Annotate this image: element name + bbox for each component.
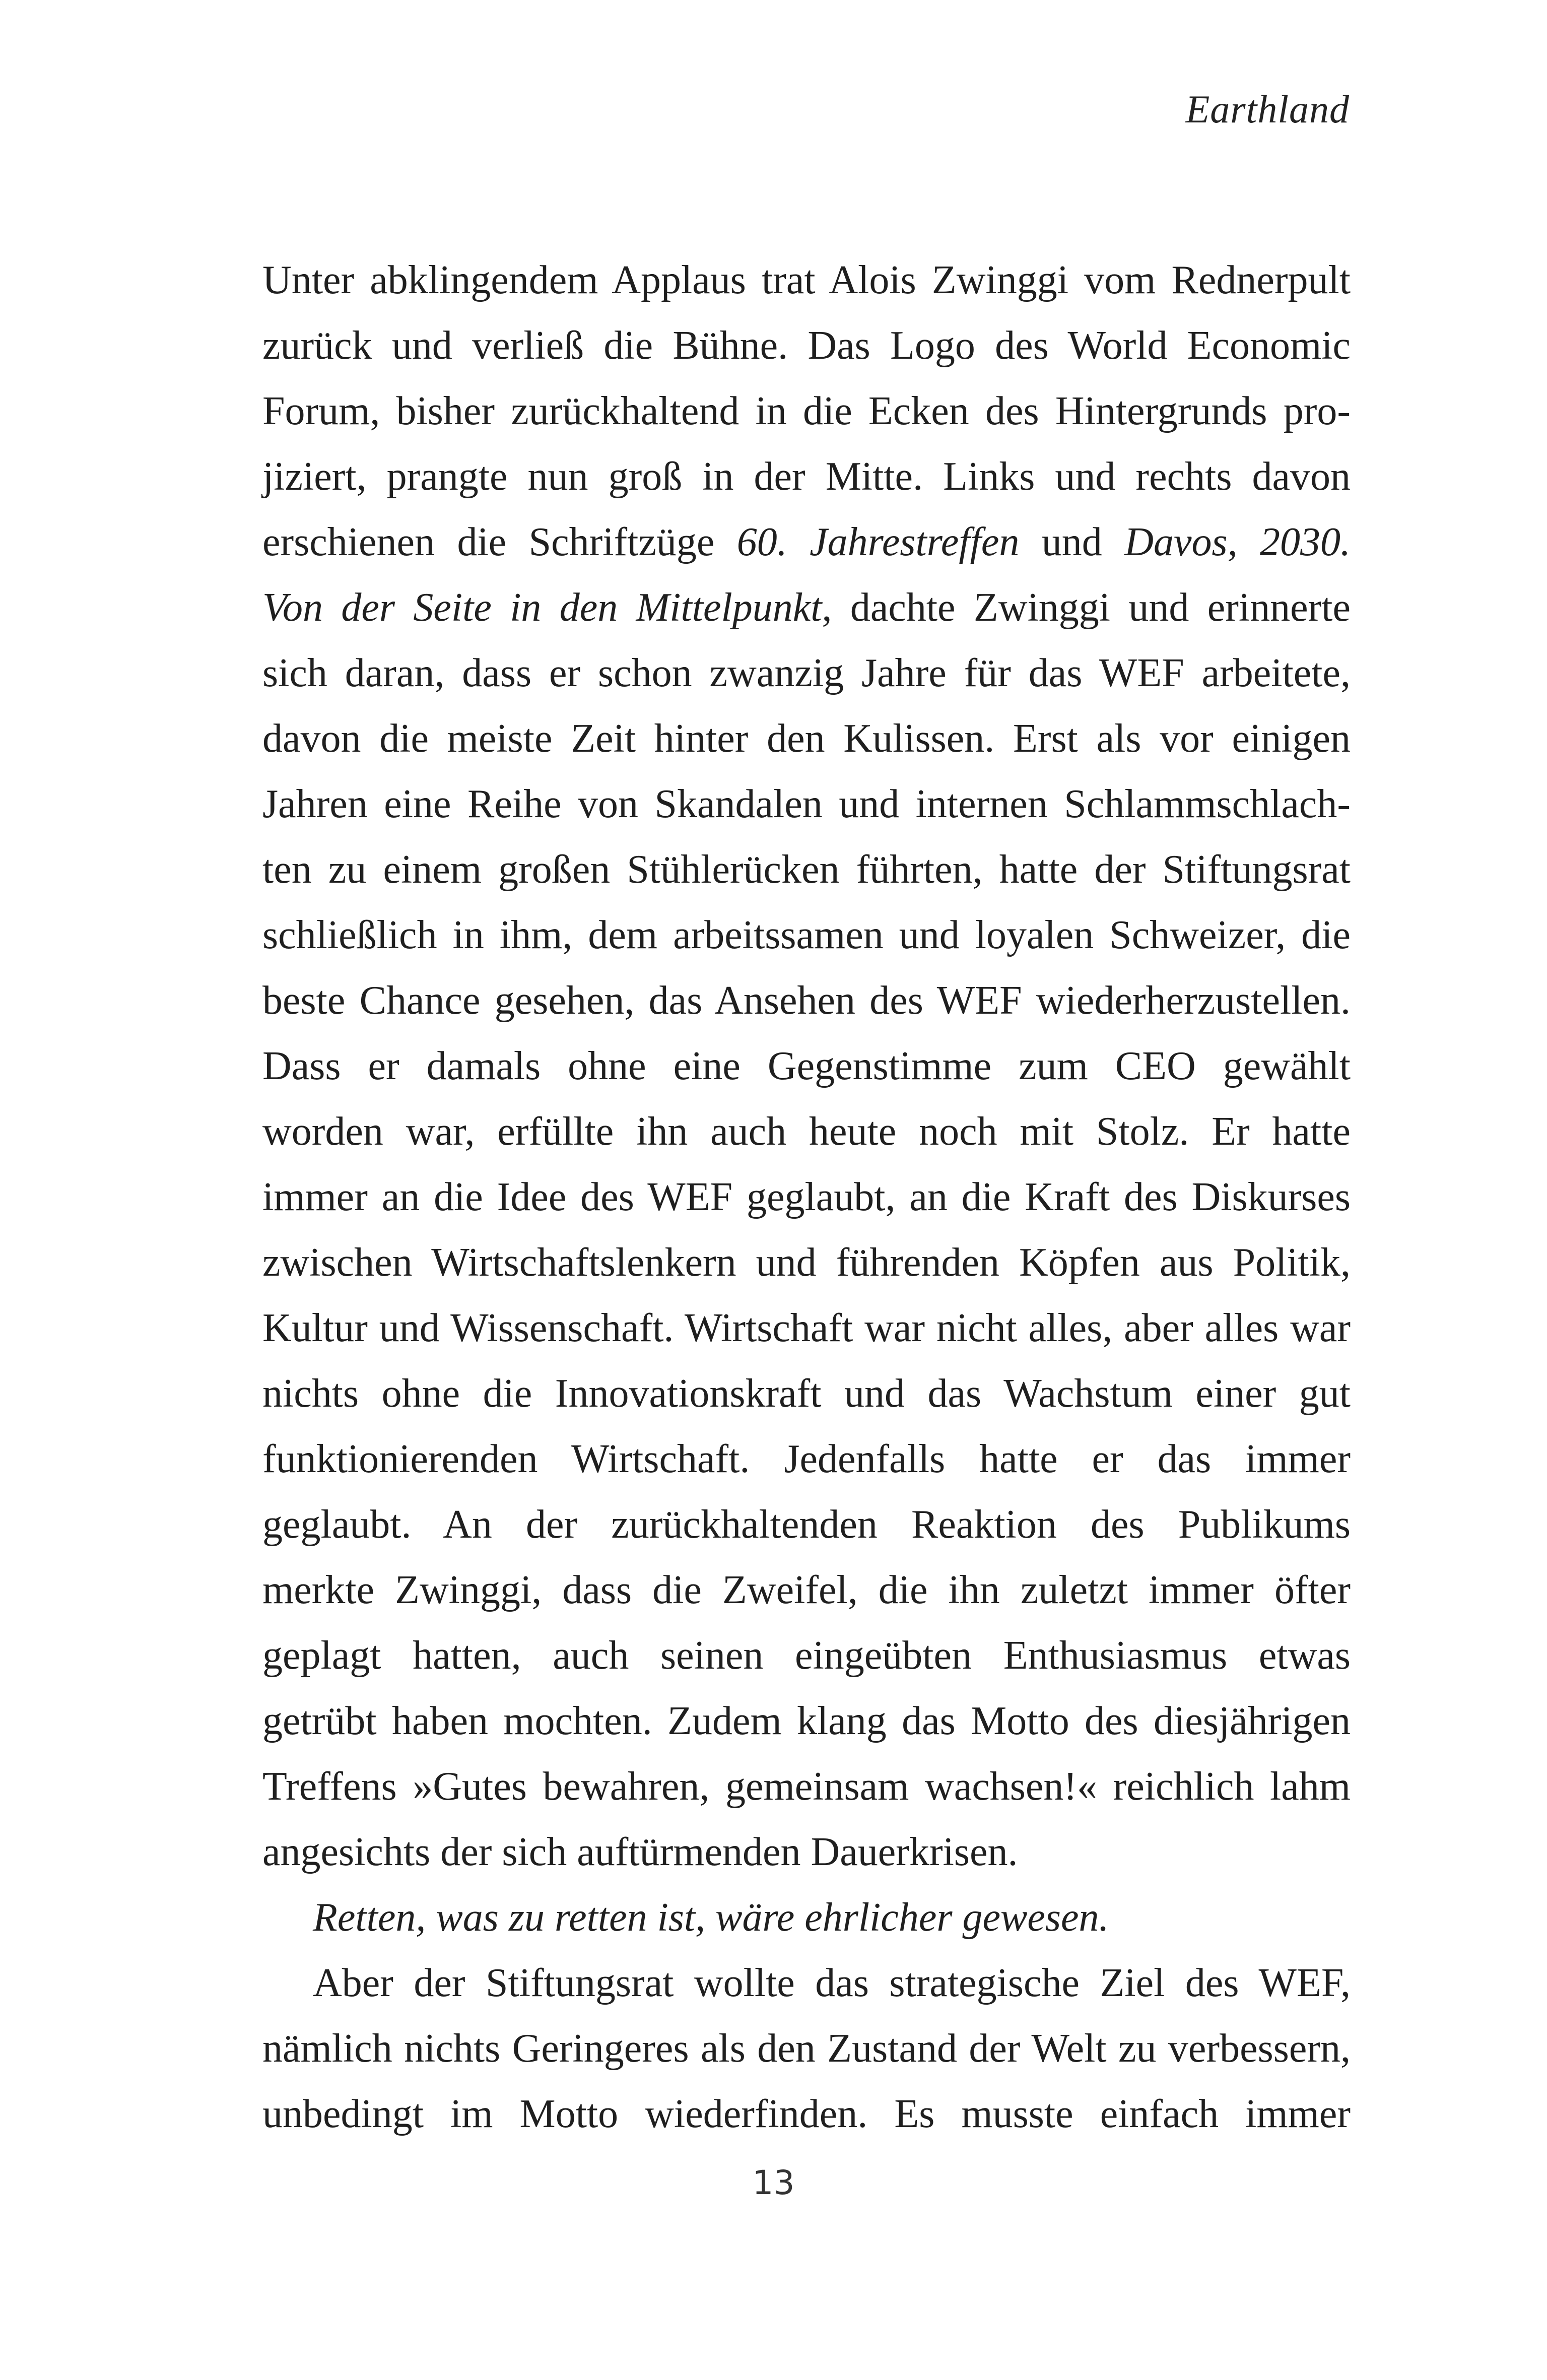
text-segment: , dachte Zwinggi und erinnerte <box>822 585 1351 630</box>
text-line <box>262 1557 1351 1623</box>
text-line <box>262 247 1351 313</box>
text-line <box>262 575 1351 640</box>
text-line <box>262 378 1351 444</box>
text-segment: davon die meiste Zeit hinter den Kulissen. Erst als vor einigen <box>262 716 1351 761</box>
text-segment: Treffens »Gutes bewahren, gemeinsam wachsen!« reichlich lahm <box>262 1764 1351 1809</box>
text-line <box>262 1295 1351 1361</box>
page-number: 13 <box>752 2163 795 2202</box>
text-segment: erschienen die Schriftzüge <box>262 520 737 564</box>
text-segment: geplagt hatten, auch seinen eingeübten Enthusiasmus etwas <box>262 1633 1351 1678</box>
text-line <box>262 968 1351 1033</box>
text-line <box>262 902 1351 968</box>
text-segment: beste Chance gesehen, das Ansehen des WEF wiederherzustellen. <box>262 978 1351 1023</box>
text-line <box>262 1885 1351 1950</box>
text-segment: immer an die Idee des WEF geglaubt, an die Kraft des Diskurses <box>262 1175 1351 1219</box>
text-line <box>262 1754 1351 1819</box>
text-segment: ten zu einem großen Stühlerücken führten, hatte der Stiftungsrat <box>262 847 1351 892</box>
text-line <box>262 640 1351 706</box>
text-segment: geglaubt. An der zurückhaltenden Reaktion des Publikums <box>262 1502 1351 1547</box>
text-segment: schließlich in ihm, dem arbeitssamen und loyalen Schweizer, die <box>262 913 1351 957</box>
text-line <box>262 706 1351 771</box>
text-segment: jiziert, prangte nun groß in der Mitte. Links und rechts davon <box>262 454 1351 499</box>
text-line <box>262 1950 1351 2016</box>
text-segment: nämlich nichts Geringeres als den Zustand der Welt zu verbessern, <box>262 2026 1351 2071</box>
text-segment: zurück und verließ die Bühne. Das Logo des World Economic <box>262 323 1351 368</box>
text-line <box>262 1033 1351 1099</box>
text-segment: merkte Zwinggi, dass die Zweifel, die ihn zuletzt immer öfter <box>262 1568 1351 1612</box>
italic-text-segment: 60. Jahrestreffen <box>736 520 1020 564</box>
text-segment: Kultur und Wissenschaft. Wirtschaft war nicht alles, aber alles war <box>262 1306 1351 1350</box>
text-line <box>262 1099 1351 1164</box>
text-line <box>262 1623 1351 1688</box>
text-segment: funktionierenden Wirtschaft. Jedenfalls hatte er das immer <box>262 1437 1351 1481</box>
italic-text-segment: Davos, 2030. <box>1124 520 1351 564</box>
text-line <box>262 1164 1351 1230</box>
running-header: Earthland <box>1185 87 1350 131</box>
text-line <box>262 1688 1351 1754</box>
italic-text-segment: Von der Seite in den Mittelpunkt <box>262 585 822 630</box>
text-line <box>262 1819 1351 1885</box>
italic-text-segment: Retten, was zu retten ist, wäre ehrlicher gewesen. <box>313 1895 1109 1940</box>
text-segment: Dass er damals ohne eine Gegenstimme zum CEO gewählt <box>262 1044 1351 1088</box>
text-line <box>262 1492 1351 1557</box>
text-segment: sich daran, dass er schon zwanzig Jahre für das WEF arbeitete, <box>262 651 1351 695</box>
text-segment: Jahren eine Reihe von Skandalen und internen Schlammschlach- <box>262 782 1351 826</box>
text-line <box>262 509 1351 575</box>
body-text <box>262 247 1351 2147</box>
text-line <box>262 2016 1351 2081</box>
text-segment: worden war, erfüllte ihn auch heute noch mit Stolz. Er hatte <box>262 1109 1351 1154</box>
text-segment: zwischen Wirtschaftslenkern und führenden Köpfen aus Politik, <box>262 1240 1351 1285</box>
text-line <box>262 1230 1351 1295</box>
text-segment: Aber der Stiftungsrat wollte das strategische Ziel des WEF, <box>313 1961 1351 2005</box>
text-line <box>262 313 1351 378</box>
text-line <box>262 1426 1351 1492</box>
text-segment: Unter abklingendem Applaus trat Alois Zwinggi vom Rednerpult <box>262 258 1351 302</box>
text-line <box>262 1361 1351 1426</box>
text-line <box>262 2081 1351 2147</box>
text-segment: getrübt haben mochten. Zudem klang das Motto des diesjährigen <box>262 1699 1351 1743</box>
text-line <box>262 771 1351 837</box>
text-segment: Forum, bisher zurückhaltend in die Ecken des Hintergrunds pro- <box>262 389 1351 433</box>
text-segment: angesichts der sich auftürmenden Dauerkrisen. <box>262 1830 1018 1874</box>
text-segment: nichts ohne die Innovationskraft und das Wachstum einer gut <box>262 1371 1351 1416</box>
text-line <box>262 837 1351 902</box>
text-segment: unbedingt im Motto wiederfinden. Es musste einfach immer <box>262 2092 1351 2136</box>
text-line <box>262 444 1351 509</box>
text-segment: und <box>1019 520 1125 564</box>
